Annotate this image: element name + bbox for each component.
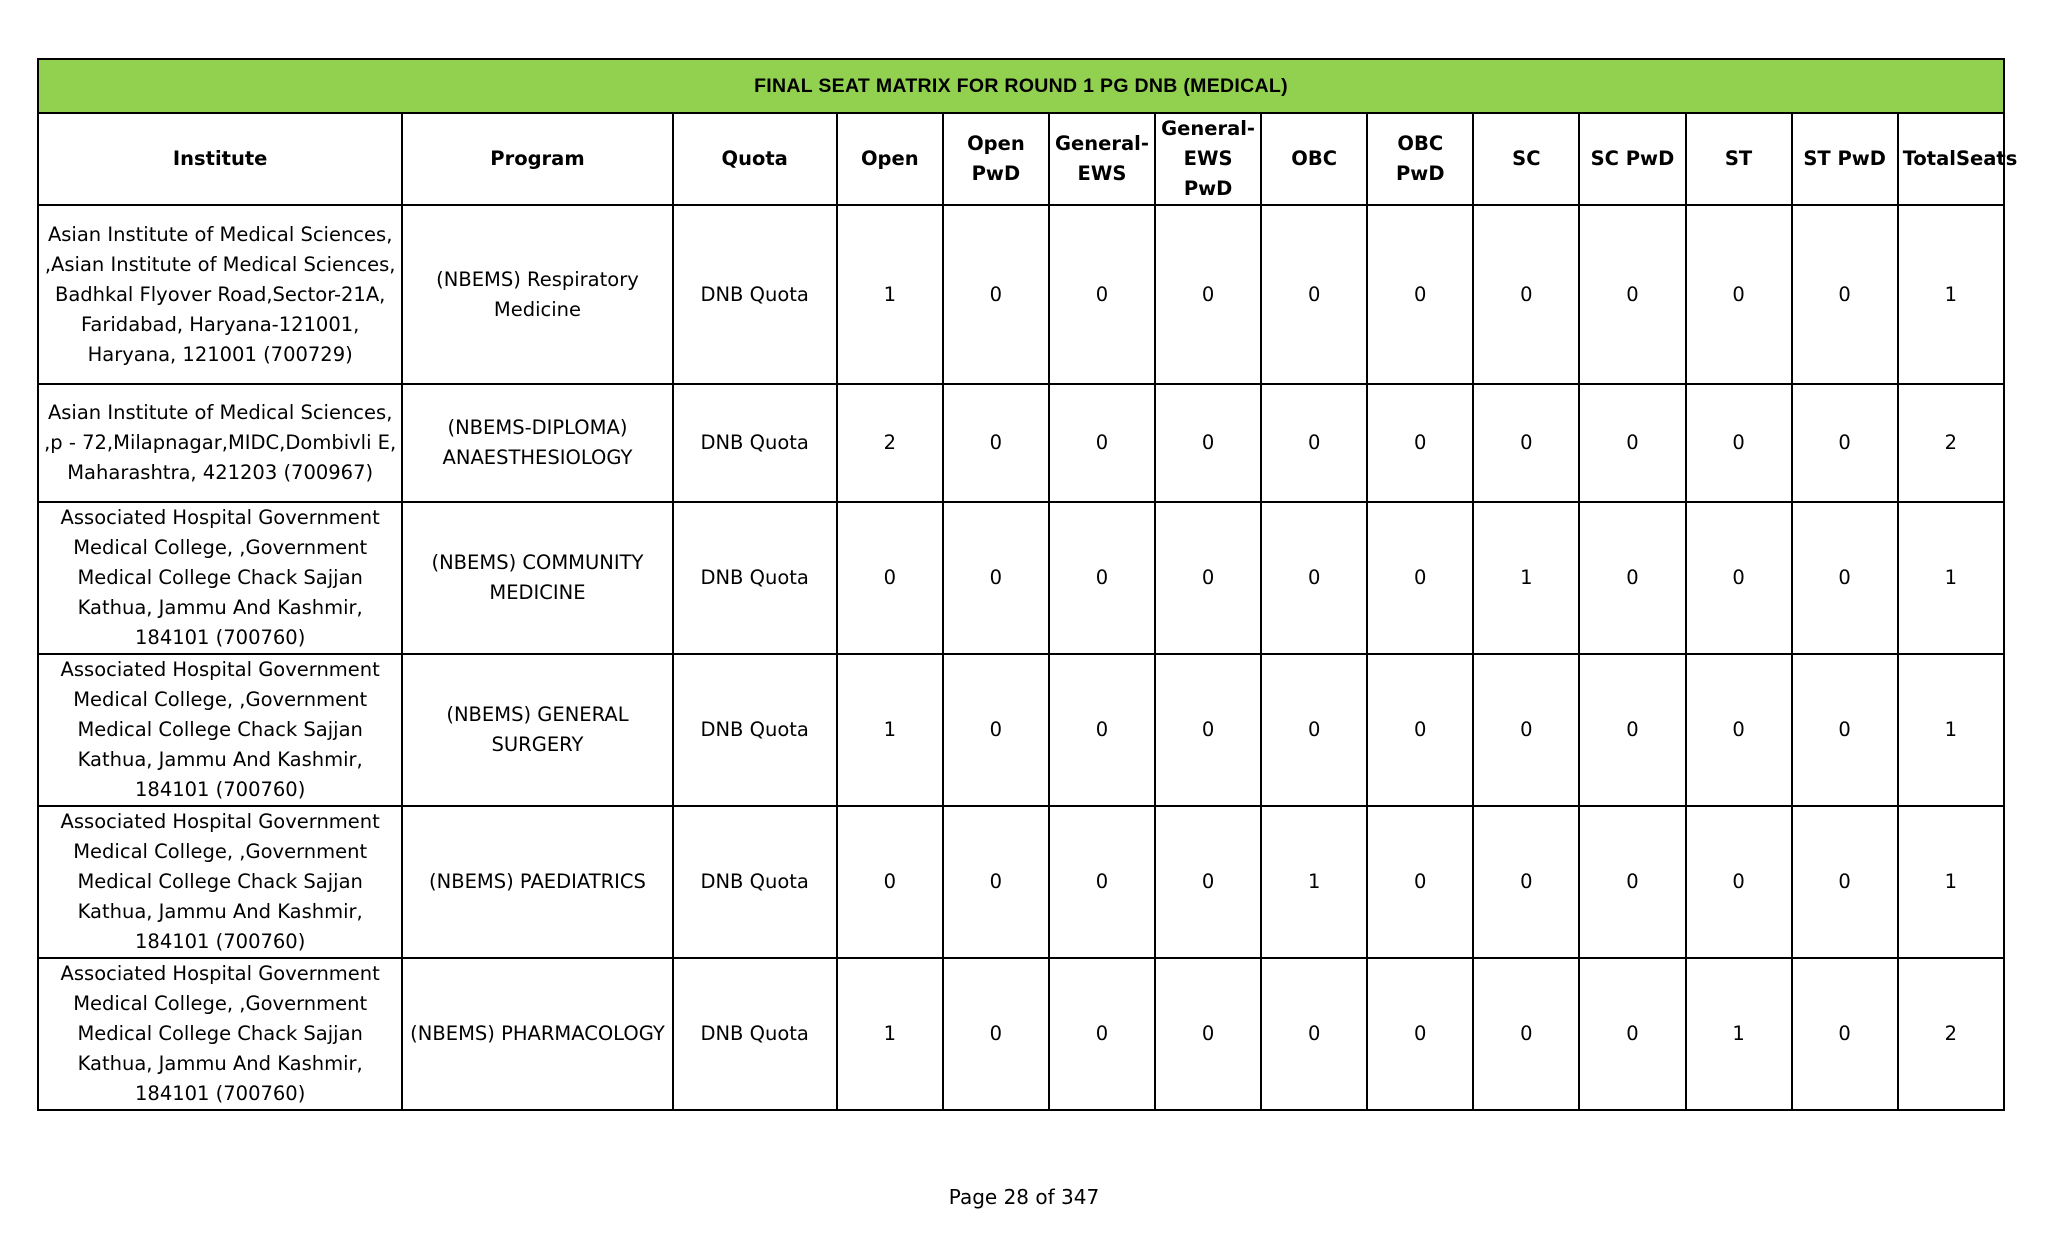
cell-general-ews-pwd: 0 xyxy=(1155,502,1261,654)
cell-open-pwd: 0 xyxy=(943,384,1049,502)
cell-open-pwd: 0 xyxy=(943,958,1049,1110)
cell-sc: 0 xyxy=(1473,205,1579,384)
cell-institute: Associated Hospital Government Medical College, ,Government Medical College Chack Sajjan Kathua, Jammu And Kashmir, 184101 (700760) xyxy=(38,502,402,654)
cell-program: (NBEMS) PHARMACOLOGY xyxy=(402,958,672,1110)
cell-open: 2 xyxy=(837,384,943,502)
cell-open: 1 xyxy=(837,654,943,806)
column-header-sc: SC xyxy=(1473,113,1579,205)
column-header-institute: Institute xyxy=(38,113,402,205)
cell-open: 1 xyxy=(837,205,943,384)
cell-st-pwd: 0 xyxy=(1792,958,1898,1110)
cell-sc: 0 xyxy=(1473,806,1579,958)
cell-quota: DNB Quota xyxy=(673,806,837,958)
cell-total-seats: 1 xyxy=(1898,205,2004,384)
cell-quota: DNB Quota xyxy=(673,958,837,1110)
table-row xyxy=(38,502,2004,654)
table-row xyxy=(38,384,2004,502)
cell-obc-pwd: 0 xyxy=(1367,958,1473,1110)
column-header-obc-pwd: OBC PwD xyxy=(1367,113,1473,205)
cell-institute: Associated Hospital Government Medical College, ,Government Medical College Chack Sajjan Kathua, Jammu And Kashmir, 184101 (700760) xyxy=(38,806,402,958)
column-header-open: Open xyxy=(837,113,943,205)
column-header-open-pwd: Open PwD xyxy=(943,113,1049,205)
cell-obc-pwd: 0 xyxy=(1367,502,1473,654)
table-row xyxy=(38,654,2004,806)
column-header-general-ews: General-EWS xyxy=(1049,113,1155,205)
cell-general-ews-pwd: 0 xyxy=(1155,806,1261,958)
table-row xyxy=(38,806,2004,958)
cell-sc: 0 xyxy=(1473,384,1579,502)
cell-general-ews-pwd: 0 xyxy=(1155,654,1261,806)
cell-open: 0 xyxy=(837,502,943,654)
cell-st: 0 xyxy=(1686,205,1792,384)
cell-st: 0 xyxy=(1686,806,1792,958)
cell-st: 0 xyxy=(1686,654,1792,806)
cell-general-ews-pwd: 0 xyxy=(1155,384,1261,502)
cell-total-seats: 2 xyxy=(1898,958,2004,1110)
cell-general-ews: 0 xyxy=(1049,958,1155,1110)
cell-obc: 1 xyxy=(1261,806,1367,958)
cell-general-ews: 0 xyxy=(1049,502,1155,654)
cell-program: (NBEMS) GENERAL SURGERY xyxy=(402,654,672,806)
cell-sc-pwd: 0 xyxy=(1579,806,1685,958)
cell-general-ews-pwd: 0 xyxy=(1155,958,1261,1110)
page-number: Page 28 of 347 xyxy=(948,1185,1100,1209)
cell-st: 1 xyxy=(1686,958,1792,1110)
column-header-total-seats: TotalSeats xyxy=(1898,113,2004,205)
cell-sc: 0 xyxy=(1473,654,1579,806)
cell-obc: 0 xyxy=(1261,384,1367,502)
cell-quota: DNB Quota xyxy=(673,654,837,806)
cell-obc: 0 xyxy=(1261,205,1367,384)
cell-sc-pwd: 0 xyxy=(1579,502,1685,654)
column-header-st: ST xyxy=(1686,113,1792,205)
cell-program: (NBEMS) PAEDIATRICS xyxy=(402,806,672,958)
cell-st-pwd: 0 xyxy=(1792,384,1898,502)
cell-obc-pwd: 0 xyxy=(1367,806,1473,958)
cell-program: (NBEMS) COMMUNITY MEDICINE xyxy=(402,502,672,654)
cell-obc: 0 xyxy=(1261,502,1367,654)
cell-sc: 1 xyxy=(1473,502,1579,654)
cell-st: 0 xyxy=(1686,384,1792,502)
column-header-program: Program xyxy=(402,113,672,205)
column-header-st-pwd: ST PwD xyxy=(1792,113,1898,205)
cell-st-pwd: 0 xyxy=(1792,502,1898,654)
cell-sc-pwd: 0 xyxy=(1579,654,1685,806)
cell-quota: DNB Quota xyxy=(673,502,837,654)
cell-institute: Asian Institute of Medical Sciences, ,Asian Institute of Medical Sciences, Badhkal Flyover Road,Sector-21A, Faridabad, Haryana-121001, Haryana, 121001 (700729) xyxy=(38,205,402,384)
cell-program: (NBEMS) Respiratory Medicine xyxy=(402,205,672,384)
column-header-general-ews-pwd: General-EWS PwD xyxy=(1155,113,1261,205)
cell-sc-pwd: 0 xyxy=(1579,205,1685,384)
cell-open: 1 xyxy=(837,958,943,1110)
column-header-quota: Quota xyxy=(673,113,837,205)
cell-st-pwd: 0 xyxy=(1792,806,1898,958)
cell-program: (NBEMS-DIPLOMA) ANAESTHESIOLOGY xyxy=(402,384,672,502)
cell-obc-pwd: 0 xyxy=(1367,205,1473,384)
cell-open: 0 xyxy=(837,806,943,958)
cell-institute: Asian Institute of Medical Sciences, ,p - 72,Milapnagar,MIDC,Dombivli E, Maharashtra, 421203 (700967) xyxy=(38,384,402,502)
cell-general-ews: 0 xyxy=(1049,806,1155,958)
cell-general-ews: 0 xyxy=(1049,384,1155,502)
cell-obc-pwd: 0 xyxy=(1367,384,1473,502)
cell-general-ews-pwd: 0 xyxy=(1155,205,1261,384)
cell-total-seats: 1 xyxy=(1898,806,2004,958)
cell-open-pwd: 0 xyxy=(943,654,1049,806)
cell-sc-pwd: 0 xyxy=(1579,384,1685,502)
table-row xyxy=(38,205,2004,384)
cell-open-pwd: 0 xyxy=(943,806,1049,958)
column-header-sc-pwd: SC PwD xyxy=(1579,113,1685,205)
cell-general-ews: 0 xyxy=(1049,205,1155,384)
cell-quota: DNB Quota xyxy=(673,205,837,384)
cell-quota: DNB Quota xyxy=(673,384,837,502)
cell-st-pwd: 0 xyxy=(1792,654,1898,806)
cell-sc: 0 xyxy=(1473,958,1579,1110)
cell-sc-pwd: 0 xyxy=(1579,958,1685,1110)
cell-obc: 0 xyxy=(1261,654,1367,806)
cell-open-pwd: 0 xyxy=(943,205,1049,384)
cell-institute: Associated Hospital Government Medical College, ,Government Medical College Chack Sajjan Kathua, Jammu And Kashmir, 184101 (700760) xyxy=(38,654,402,806)
cell-st: 0 xyxy=(1686,502,1792,654)
cell-total-seats: 1 xyxy=(1898,502,2004,654)
seat-matrix-table xyxy=(37,58,2018,1111)
cell-total-seats: 1 xyxy=(1898,654,2004,806)
cell-obc-pwd: 0 xyxy=(1367,654,1473,806)
cell-institute: Associated Hospital Government Medical College, ,Government Medical College Chack Sajjan Kathua, Jammu And Kashmir, 184101 (700760) xyxy=(38,958,402,1110)
cell-st-pwd: 0 xyxy=(1792,205,1898,384)
page-title: FINAL SEAT MATRIX FOR ROUND 1 PG DNB (MEDICAL) xyxy=(38,59,2004,113)
table-row xyxy=(38,958,2004,1110)
column-header-obc: OBC xyxy=(1261,113,1367,205)
cell-obc: 0 xyxy=(1261,958,1367,1110)
cell-total-seats: 2 xyxy=(1898,384,2004,502)
header-row xyxy=(38,113,2004,205)
cell-general-ews: 0 xyxy=(1049,654,1155,806)
cell-open-pwd: 0 xyxy=(943,502,1049,654)
